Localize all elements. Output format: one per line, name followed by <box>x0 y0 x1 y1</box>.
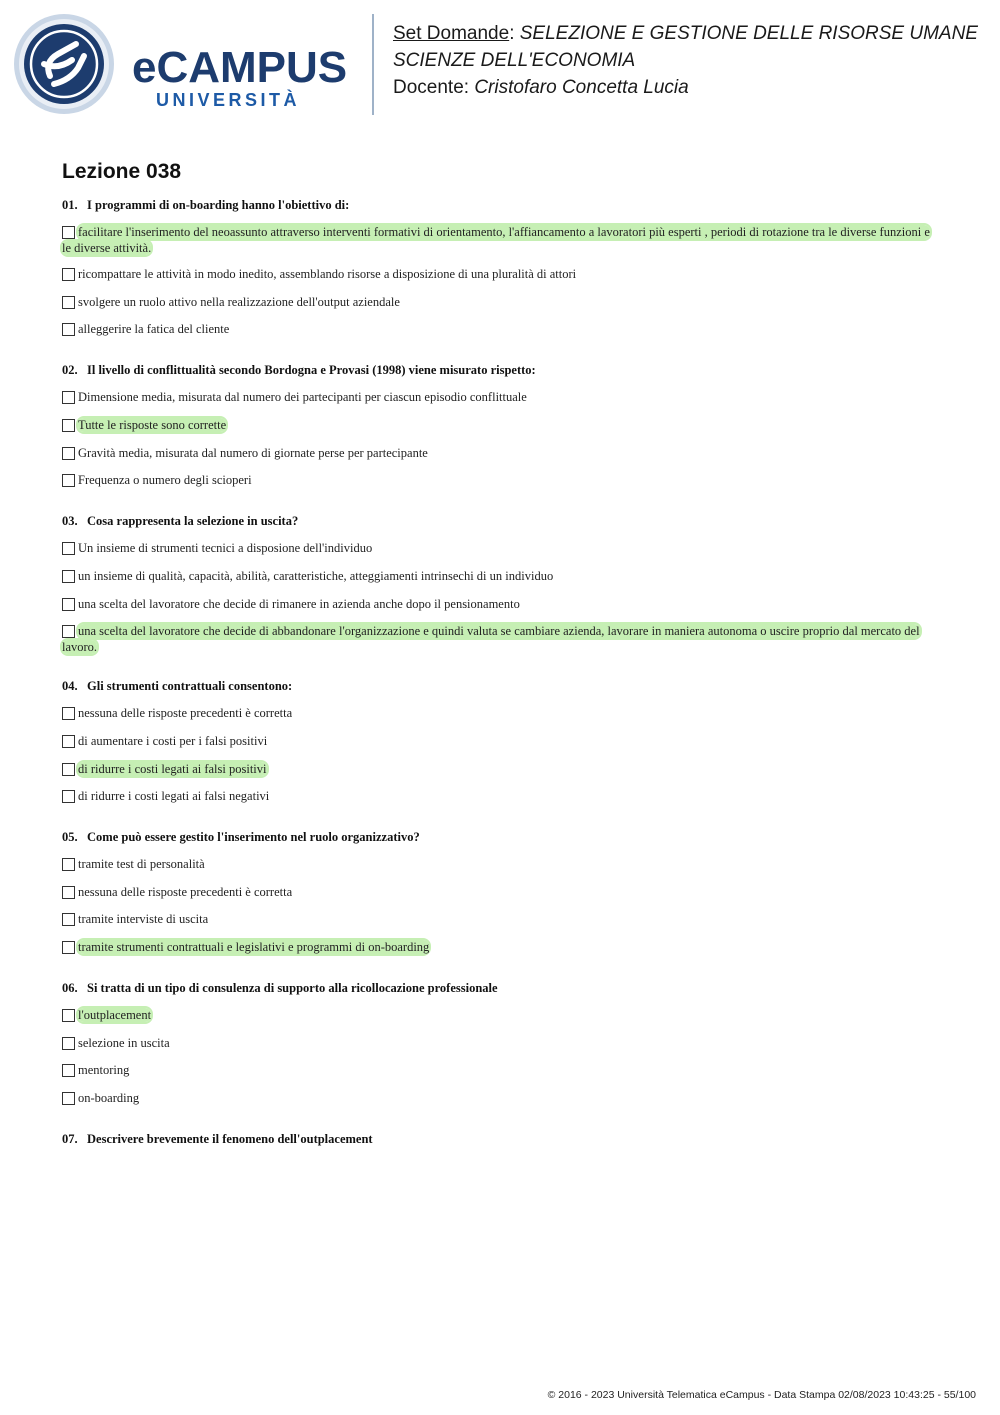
answer-option <box>62 761 940 777</box>
answer-checkbox[interactable] <box>62 447 75 460</box>
answer-text: di ridurre i costi legati ai falsi negativi <box>78 789 270 803</box>
answer-text-correct: tramite strumenti contrattuali e legislativi e programmi di on-boarding <box>78 940 430 954</box>
answer-text: nessuna delle risposte precedenti è corretta <box>78 885 293 899</box>
answer-checkbox[interactable] <box>62 1037 75 1050</box>
question-text: Descrivere brevemente il fenomeno dell'outplacement <box>87 1132 373 1146</box>
answer-checkbox[interactable] <box>62 941 75 954</box>
answer-text: Frequenza o numero degli scioperi <box>78 473 252 487</box>
question-text: Cosa rappresenta la selezione in uscita? <box>87 514 299 528</box>
question-03 <box>62 514 298 529</box>
set-colon: : <box>509 23 515 44</box>
answer-option <box>62 1062 940 1078</box>
answer-option <box>62 568 940 584</box>
answer-option <box>62 623 940 655</box>
answer-option <box>62 884 940 900</box>
answer-checkbox[interactable] <box>62 707 75 720</box>
answer-checkbox[interactable] <box>62 735 75 748</box>
question-text: Il livello di conflittualità secondo Bordogna e Provasi (1998) viene misurato rispetto: <box>87 363 536 377</box>
answer-text: nessuna delle risposte precedenti è corretta <box>78 706 293 720</box>
answer-checkbox[interactable] <box>62 858 75 871</box>
answer-text-correct: l'outplacement <box>78 1008 152 1022</box>
question-01 <box>62 198 349 213</box>
answer-checkbox[interactable] <box>62 542 75 555</box>
question-number: 03. <box>62 514 78 528</box>
answer-option <box>62 321 940 337</box>
answer-text: tramite test di personalità <box>78 857 205 871</box>
answer-checkbox[interactable] <box>62 226 75 239</box>
answer-checkbox[interactable] <box>62 598 75 611</box>
question-number: 07. <box>62 1132 78 1146</box>
answer-checkbox[interactable] <box>62 913 75 926</box>
question-text: Si tratta di un tipo di consulenza di supporto alla ricollocazione professionale <box>87 981 498 995</box>
answer-checkbox[interactable] <box>62 790 75 803</box>
answer-checkbox[interactable] <box>62 1064 75 1077</box>
question-04 <box>62 679 292 694</box>
answer-option <box>62 788 940 804</box>
answer-text: Gravità media, misurata dal numero di giornate perse per partecipante <box>78 446 428 460</box>
answer-option <box>62 294 940 310</box>
answer-text: una scelta del lavoratore che decide di rimanere in azienda anche dopo il pensionamento <box>78 597 520 611</box>
question-text: Gli strumenti contrattuali consentono: <box>87 679 293 693</box>
answer-text-correct: facilitare l'inserimento del neoassunto attraverso interventi formativi di orientamento, l'affiancamento a lavoratori più esperti , periodi di rotazione tra le diverse funzioni e le diverse attività. <box>62 225 930 255</box>
question-05 <box>62 830 420 845</box>
question-number: 06. <box>62 981 78 995</box>
answer-text: un insieme di qualità, capacità, abilità, caratteristiche, atteggiamenti intrinsechi di un individuo <box>78 569 554 583</box>
set-info <box>393 20 978 101</box>
answer-text: alleggerire la fatica del cliente <box>78 322 230 336</box>
page-footer: © 2016 - 2023 Università Telematica eCampus - Data Stampa 02/08/2023 10:43:25 - 55/100 <box>547 1389 976 1401</box>
answer-option <box>62 939 940 955</box>
question-number: 02. <box>62 363 78 377</box>
svg-text:UNIVERSITÀ: UNIVERSITÀ <box>156 90 301 110</box>
answer-checkbox[interactable] <box>62 625 75 638</box>
answer-option <box>62 1090 940 1106</box>
answer-text-correct: Tutte le risposte sono corrette <box>78 418 227 432</box>
question-06 <box>62 981 498 996</box>
answer-checkbox[interactable] <box>62 323 75 336</box>
question-number: 01. <box>62 198 78 212</box>
answer-option <box>62 389 940 405</box>
answer-checkbox[interactable] <box>62 763 75 776</box>
answer-checkbox[interactable] <box>62 268 75 281</box>
ecampus-logo <box>14 14 359 118</box>
answer-option <box>62 911 940 927</box>
answer-option <box>62 445 940 461</box>
question-number: 05. <box>62 830 78 844</box>
answer-text: Dimensione media, misurata dal numero dei partecipanti per ciascun episodio conflittuale <box>78 390 527 404</box>
question-number: 04. <box>62 679 78 693</box>
answer-checkbox[interactable] <box>62 474 75 487</box>
answer-text: mentoring <box>78 1063 130 1077</box>
document-header <box>0 0 1000 130</box>
teacher-label: Docente: <box>393 77 470 98</box>
answer-checkbox[interactable] <box>62 296 75 309</box>
answer-text: di aumentare i costi per i falsi positivi <box>78 734 268 748</box>
answer-option <box>62 1035 940 1051</box>
lesson-title: Lezione 038 <box>62 160 182 183</box>
question-text: Come può essere gestito l'inserimento nel ruolo organizzativo? <box>87 830 420 844</box>
answer-checkbox[interactable] <box>62 1092 75 1105</box>
set-title-line2: SCIENZE DELL'ECONOMIA <box>393 50 636 71</box>
answer-option <box>62 266 940 282</box>
teacher-name: Cristofaro Concetta Lucia <box>474 77 689 98</box>
answer-checkbox[interactable] <box>62 570 75 583</box>
answer-text: ricompattare le attività in modo inedito, assemblando risorse a disposizione di una pluralità di attori <box>78 267 577 281</box>
answer-option <box>62 596 940 612</box>
header-divider <box>372 14 374 115</box>
answer-text: Un insieme di strumenti tecnici a disposione dell'individuo <box>78 541 373 555</box>
question-07 <box>62 1132 373 1147</box>
answer-text: svolgere un ruolo attivo nella realizzazione dell'output aziendale <box>78 295 400 309</box>
answer-checkbox[interactable] <box>62 419 75 432</box>
answer-option <box>62 705 940 721</box>
answer-option <box>62 417 940 433</box>
question-text: I programmi di on-boarding hanno l'obiettivo di: <box>87 198 350 212</box>
question-02 <box>62 363 536 378</box>
answer-option <box>62 224 940 256</box>
answer-text-correct: di ridurre i costi legati ai falsi positivi <box>78 762 267 776</box>
answer-option <box>62 1007 940 1023</box>
answer-text-correct: una scelta del lavoratore che decide di abbandonare l'organizzazione e quindi valuta se cambiare azienda, lavorare in maniera autonoma o uscire proprio dal mercato del lavoro. <box>62 624 920 654</box>
answer-option <box>62 733 940 749</box>
answer-checkbox[interactable] <box>62 391 75 404</box>
svg-text:eCAMPUS: eCAMPUS <box>132 43 348 92</box>
answer-checkbox[interactable] <box>62 1009 75 1022</box>
answer-option <box>62 472 940 488</box>
set-label: Set Domande <box>393 23 510 44</box>
answer-text: selezione in uscita <box>78 1036 170 1050</box>
answer-checkbox[interactable] <box>62 886 75 899</box>
answer-option <box>62 540 940 556</box>
set-title-line1: SELEZIONE E GESTIONE DELLE RISORSE UMANE <box>519 23 978 44</box>
answer-text: on-boarding <box>78 1091 140 1105</box>
answer-text: tramite interviste di uscita <box>78 912 209 926</box>
answer-option <box>62 856 940 872</box>
